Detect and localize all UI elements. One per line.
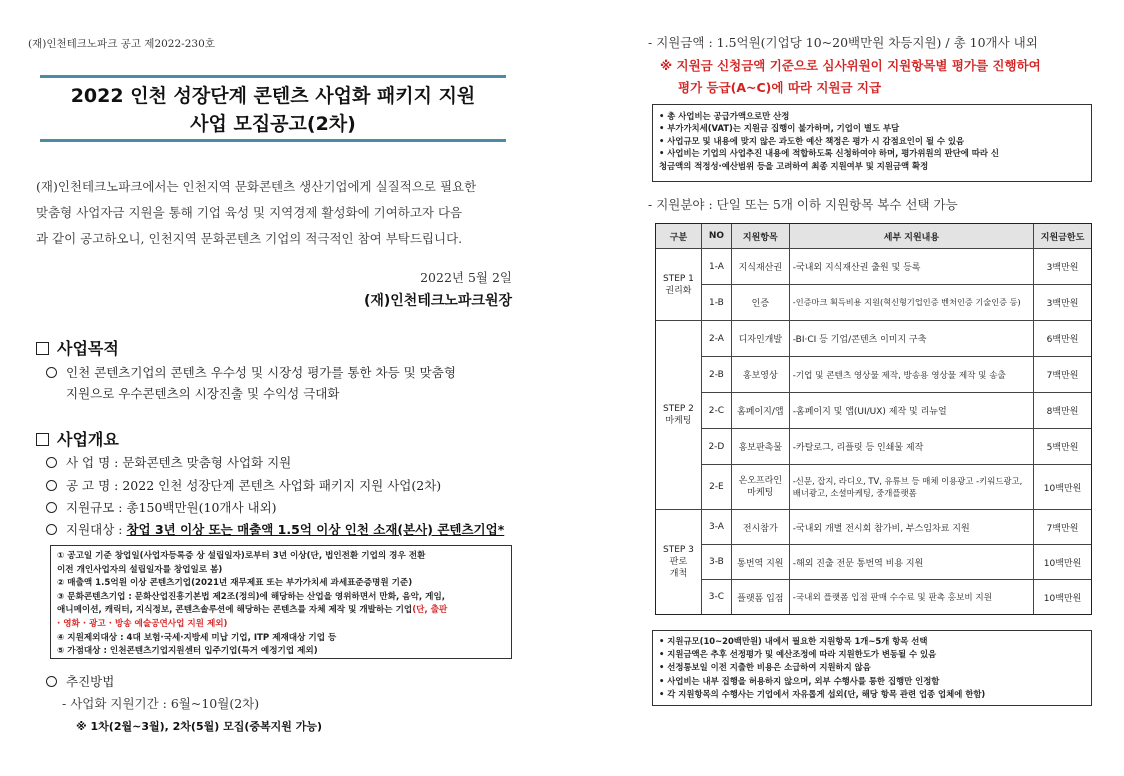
row-item: 통번역 지원 — [731, 545, 789, 580]
square-bullet-icon — [36, 342, 49, 355]
recruit-schedule: ※ 1차(2월~3월), 2차(5월) 모집(중복지원 가능) — [76, 720, 322, 733]
table-row — [656, 393, 1092, 429]
row-no: 2-E — [701, 465, 731, 510]
selection-note: • 지원규모(10~20백만원) 내에서 필요한 지원항목 1개~5개 항목 선택 — [659, 636, 928, 646]
table-row — [656, 357, 1092, 393]
circle-bullet-icon — [46, 367, 57, 378]
overview-target: 지원대상 : 창업 3년 이상 또는 매출액 1.5억 이상 인천 소재(본사) 콘텐츠기업* — [46, 520, 504, 538]
row-detail: -BI·CI 등 기업/콘텐츠 이미지 구축 — [789, 321, 1033, 357]
section-heading: 사업개요 — [57, 430, 119, 449]
grading-note: ※ 지원금 신청금액 기준으로 심사위원이 지원항목별 평가를 진행하여 — [660, 58, 1041, 73]
intro-line: 맞춤형 사업자금 지원을 통해 기업 육성 및 지역경제 활성화에 기여하고자 다음 — [36, 205, 463, 220]
eligibility-notes-box — [50, 545, 512, 659]
note-exception: (단, 출판 — [412, 605, 448, 616]
notice-date: 2022년 5월 2일 — [420, 270, 512, 285]
overview-item: 지원규모 : 총150백만원(10개사 내외) — [46, 498, 277, 516]
circle-bullet-icon — [46, 480, 57, 491]
row-limit: 10백만원 — [1034, 545, 1092, 580]
intro-line: (재)인천테크노파크에서는 인천지역 문화콘텐츠 생산기업에게 실질적으로 필요한 — [36, 179, 477, 194]
purpose-line: 인천 콘텐츠기업의 콘텐츠 우수성 및 시장성 평가를 통한 차등 및 맞춤형 — [46, 363, 456, 381]
row-no: 2-C — [701, 393, 731, 429]
row-item: 지식재산권 — [731, 249, 789, 285]
title-line-1: 2022 인천 성장단계 콘텐츠 사업화 패키지 지원 — [70, 85, 476, 107]
note-line: ⑤ 가점대상 : 인천콘텐츠기업지원센터 입주기업(특거 예정기업 제외) — [57, 646, 318, 657]
title-rule-bottom — [40, 139, 506, 142]
row-limit: 7백만원 — [1034, 510, 1092, 545]
row-item: 디자인개발 — [731, 321, 789, 357]
row-detail: -신문, 잡지, 라디오, TV, 유튜브 등 매체 이용광고 -키워드광고, 배너광고, 소셜마케팅, 중개플랫폼 — [789, 465, 1033, 510]
row-no: 1-A — [701, 249, 731, 285]
row-item: 인증 — [731, 285, 789, 321]
table-row — [656, 545, 1092, 580]
overview-item: 사 업 명 : 문화콘텐츠 맞춤형 사업화 지원 — [46, 453, 291, 471]
row-limit: 3백만원 — [1034, 249, 1092, 285]
step-cell: STEP 1 권리화 — [656, 249, 702, 321]
selection-note: • 선정통보일 이전 지출한 비용은 소급하여 지원하지 않음 — [659, 662, 871, 673]
col-header: NO — [701, 224, 731, 249]
col-header: 세부 지원내용 — [789, 224, 1033, 249]
intro-paragraph — [36, 174, 514, 252]
note-line: ② 매출액 1.5억원 이상 콘텐츠기업(2021년 재무제표 또는 부가가치세 과세표준증명원 기준) — [57, 578, 413, 589]
circle-bullet-icon — [46, 457, 57, 468]
budget-note: • 사업규모 및 내용에 맞지 않은 과도한 예산 책정은 평가 시 감점요인이 될 수 있음 — [659, 135, 965, 146]
budget-note: • 사업비는 기업의 사업추진 내용에 적합하도록 신청하여야 하며, 평가위원의 판단에 따라 신 — [659, 148, 999, 159]
note-line: ① 공고일 기준 창업일(사업자등록증 상 설립일자)로부터 3년 이상(단, 법인전환 기업의 경우 전환 — [57, 551, 426, 561]
selection-note: • 각 지원항목의 수행사는 기업에서 자유롭게 섭외(단, 해당 항목 관련 업종 업체에 한함) — [659, 688, 986, 699]
section-heading: 사업목적 — [57, 339, 119, 358]
row-limit: 5백만원 — [1034, 429, 1092, 465]
table-row — [656, 465, 1092, 510]
row-detail: -국내외 플랫폼 입점 판매 수수료 및 판촉 홍보비 지원 — [789, 580, 1033, 615]
row-no: 3-C — [701, 580, 731, 615]
row-limit: 7백만원 — [1034, 357, 1092, 393]
circle-bullet-icon — [46, 524, 57, 535]
table-row — [656, 321, 1092, 357]
title-rule-top — [40, 75, 506, 78]
row-item: 홈페이지/앱 — [731, 393, 789, 429]
row-item: 플랫폼 입점 — [731, 580, 789, 615]
note-line: ④ 지원제외대상 : 4대 보험·국세·지방세 미납 기업, ITP 제재대상 기업 등 — [57, 632, 337, 643]
row-no: 1-B — [701, 285, 731, 321]
table-header-row — [656, 224, 1092, 249]
row-detail: -국내외 개별 전시회 참가비, 부스임차료 지원 — [789, 510, 1033, 545]
row-no: 2-B — [701, 357, 731, 393]
document-title — [40, 82, 506, 138]
method-heading: 추진방법 — [46, 672, 114, 690]
step-cell: STEP 2 마케팅 — [656, 321, 702, 510]
row-limit: 3백만원 — [1034, 285, 1092, 321]
purpose-line: 지원으로 우수콘텐츠의 시장진출 및 수익성 극대화 — [66, 386, 340, 401]
note-exception-cont: · 영화 · 광고 · 방송 예술공연사업 지원 제외) — [57, 618, 228, 629]
intro-line: 과 같이 공고하오니, 인천지역 문화콘텐츠 기업의 적극적인 참여 부탁드립니다. — [36, 231, 463, 246]
table-row — [656, 580, 1092, 615]
selection-note: • 사업비는 내부 집행을 허용하지 않으며, 외부 수행사를 통한 집행만 인정함 — [659, 675, 940, 686]
square-bullet-icon — [36, 433, 49, 446]
budget-note: • 총 사업비는 공급가액으로만 산정 — [659, 111, 790, 121]
section-purpose — [36, 336, 119, 359]
row-item: 전시참가 — [731, 510, 789, 545]
selection-notes-box — [652, 630, 1092, 706]
col-header: 지원항목 — [731, 224, 789, 249]
support-items-table — [655, 223, 1092, 615]
table-row — [656, 249, 1092, 285]
row-limit: 10백만원 — [1034, 465, 1092, 510]
issuing-organization: (재)인천테크노파크원장 — [363, 293, 512, 309]
note-line: 애니메이션, 캐릭터, 지식정보, 콘텐츠솔루션에 해당하는 콘텐츠를 자체 제작 및 개발하는 기업(단, 출판 — [57, 605, 448, 616]
support-period: - 사업화 지원기간 : 6월~10월(2차) — [62, 696, 260, 711]
row-no: 3-A — [701, 510, 731, 545]
row-limit: 8백만원 — [1034, 393, 1092, 429]
budget-notes-box — [652, 104, 1092, 182]
row-detail: -인증마크 획득비용 지원(혁신형기업인증 벤처인증 기술인증 등) — [789, 285, 1033, 321]
row-limit: 10백만원 — [1034, 580, 1092, 615]
support-amount: - 지원금액 : 1.5억원(기업당 10~20백만원 차등지원) / 총 10개사 내외 — [648, 35, 1038, 50]
table-row — [656, 429, 1092, 465]
col-header: 구분 — [656, 224, 702, 249]
note-line: ③ 문화콘텐츠기업 : 문화산업진흥기본법 제2조(정의)에 해당하는 산업을 영위하면서 만화, 음악, 게임, — [57, 591, 446, 602]
note-line: 이전 개인사업자의 설립일자를 창업일로 봄) — [57, 564, 223, 575]
title-line-2: 사업 모집공고(2차) — [190, 113, 356, 135]
budget-note: • 부가가치세(VAT)는 지원금 집행이 불가하며, 기업이 별도 부담 — [659, 123, 900, 134]
row-detail: -해외 진출 전문 통번역 비용 지원 — [789, 545, 1033, 580]
circle-bullet-icon — [46, 502, 57, 513]
row-item: 홍보영상 — [731, 357, 789, 393]
notice-number: (재)인천테크노파크 공고 제2022-230호 — [28, 38, 215, 50]
row-detail: -홈페이지 및 앱(UI/UX) 제작 및 리뉴얼 — [789, 393, 1033, 429]
row-detail: -카탈로그, 리플릿 등 인쇄물 제작 — [789, 429, 1033, 465]
row-no: 2-A — [701, 321, 731, 357]
section-overview — [36, 427, 119, 450]
selection-note: • 지원금액은 추후 선정평가 및 예산조정에 따라 지원한도가 변동될 수 있음 — [659, 649, 937, 660]
budget-note: 청금액의 적정성·예산범위 등을 고려하여 최종 지원여부 및 지원금액 확정 — [659, 160, 929, 171]
row-item: 홍보판촉물 — [731, 429, 789, 465]
overview-item: 공 고 명 : 2022 인천 성장단계 콘텐츠 사업화 패키지 지원 사업(2차) — [46, 476, 441, 494]
row-no: 2-D — [701, 429, 731, 465]
table-row — [656, 285, 1092, 321]
row-item: 온오프라인 마케팅 — [731, 465, 789, 510]
col-header: 지원금한도 — [1034, 224, 1092, 249]
row-detail: -기업 및 콘텐츠 영상물 제작, 방송용 영상물 제작 및 송출 — [789, 357, 1033, 393]
row-limit: 6백만원 — [1034, 321, 1092, 357]
circle-bullet-icon — [46, 676, 57, 687]
target-value: 창업 3년 이상 또는 매출액 1.5억 이상 인천 소재(본사) 콘텐츠기업* — [126, 522, 505, 537]
step-cell: STEP 3 판로 개척 — [656, 510, 702, 615]
row-detail: -국내외 지식재산권 출원 및 등록 — [789, 249, 1033, 285]
row-no: 3-B — [701, 545, 731, 580]
grading-note: 평가 등급(A~C)에 따라 지원금 지급 — [678, 80, 882, 95]
table-row — [656, 510, 1092, 545]
support-field: - 지원분야 : 단일 또는 5개 이하 지원항목 복수 선택 가능 — [648, 197, 958, 212]
